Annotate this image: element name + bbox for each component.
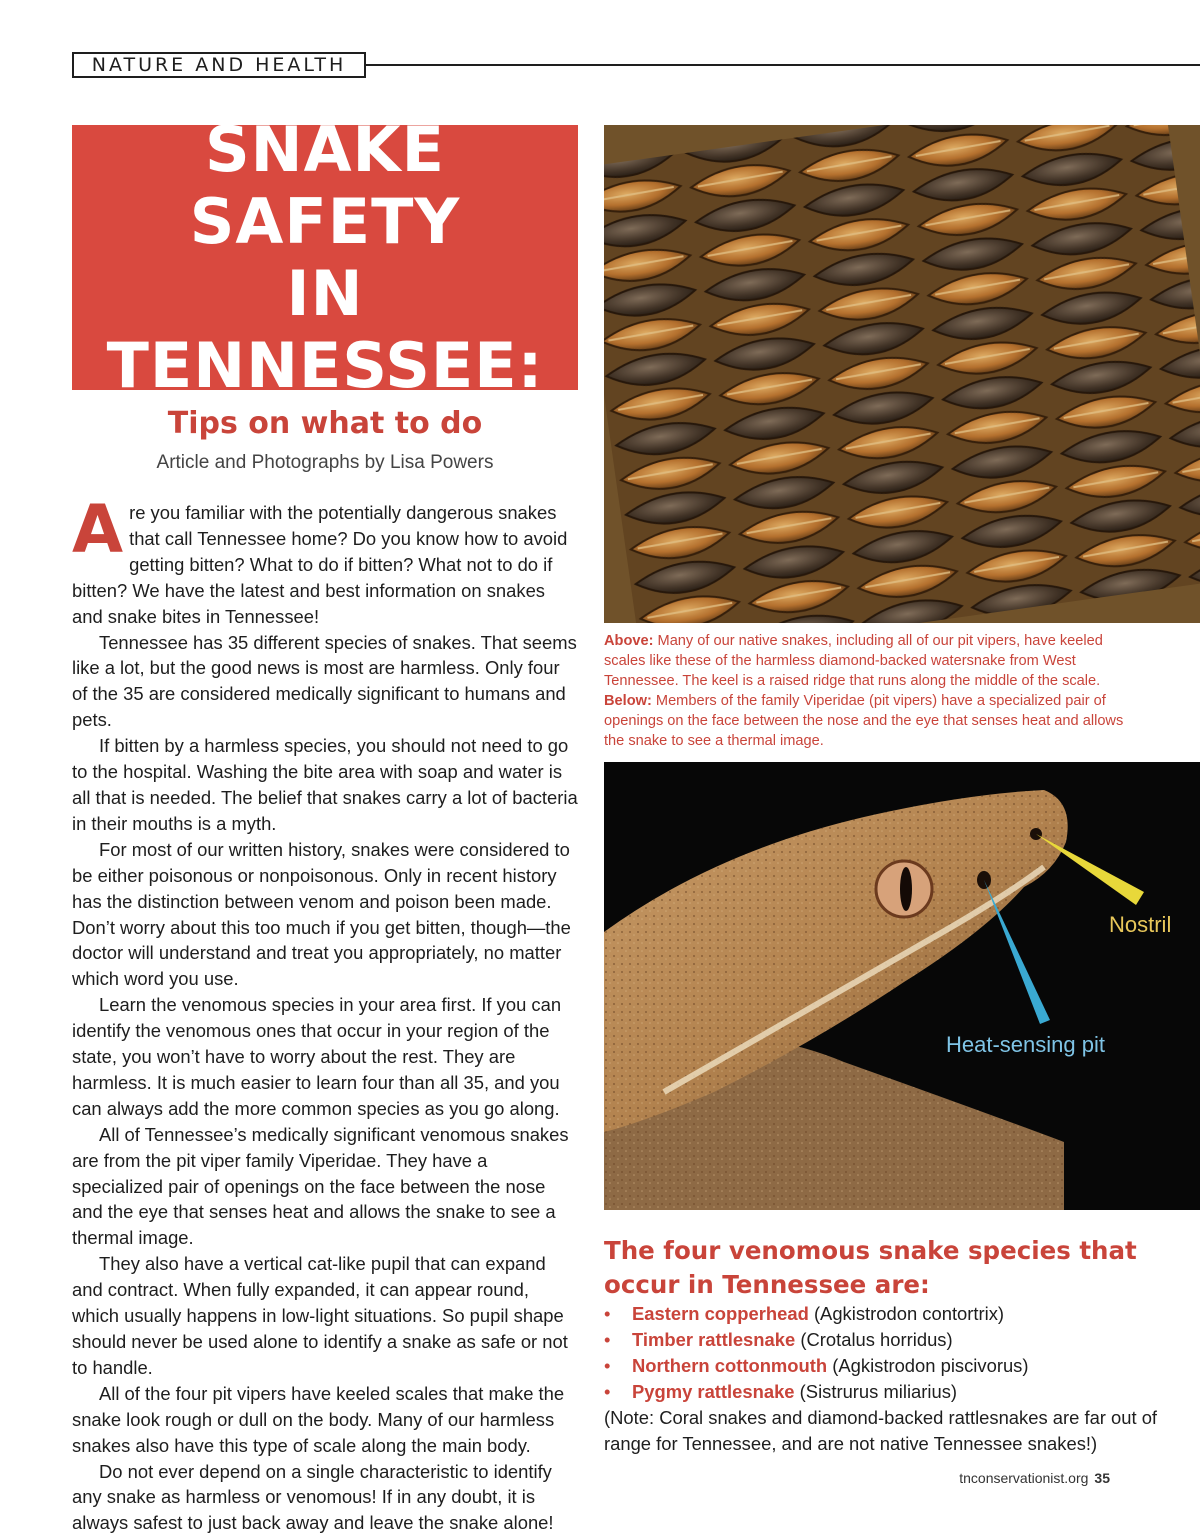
species-item [604,1301,1164,1327]
article-paragraph-3: If bitten by a harmless species, you should not need to go to the hospital. Washing the bite area with soap and water is all that is needed. The belief that snakes carry a lot of bacteria in their mouths is a myth. [72,735,578,834]
photo-caption [604,631,1124,751]
byline: Article and Photographs by Lisa Powers [156,452,494,473]
page-footer [959,1470,1110,1486]
bullet: • [604,1329,611,1350]
title-banner [72,112,578,402]
species-heading: The four venomous snake species that occur in Tennessee are: [604,1236,1137,1299]
section-rule [366,64,1200,66]
page-number: 35 [1094,1470,1110,1486]
article-paragraph-6: All of Tennessee’s medically significant venomous snakes are from the pit viper family Viperidae. They have a specialized pair of openings on the face between the nose and the eye that senses heat and allows the snake to see a thermal image. [72,1123,569,1249]
species-latin-name: (Agkistrodon contortrix) [813,1303,1005,1324]
section-label: NATURE AND HEALTH [72,52,366,78]
caption-above-label: Above: [604,633,654,649]
paragraph-1-text: re you familiar with the potentially dangerous snakes that call Tennessee home? Do you know how to avoid getting bitten? What to do if bitten? What not to do if bitten? We have the latest and best information on snakes and snake bites in Tennessee! [72,502,568,627]
caption-below-text: Members of the family Viperidae (pit vipers) have a specialized pair of openings on the face between the nose and the eye that senses heat and allows the snake to see a thermal image. [604,693,1124,749]
title-line-3: TENNESSEE: [106,328,544,402]
species-latin-name: (Crotalus horridus) [800,1329,953,1350]
species-item [604,1353,1164,1379]
scales-illustration [604,125,1200,623]
species-note: (Note: Coral snakes and diamond-backed rattlesnakes are far out of range for Tennessee, and are not native Tennessee snakes!) [604,1407,1158,1454]
caption-above-text: Many of our native snakes, including all of our pit vipers, have keeled scales like these of the harmless diamond-backed watersnake from West Tennessee. The keel is a raised ridge that runs along the middle of the scale. [604,633,1103,689]
species-common-name: Timber rattlesnake [632,1329,796,1350]
bullet: • [604,1303,611,1324]
photo-keeled-scales [604,125,1200,623]
species-latin-name: (Agkistrodon piscivorus) [832,1355,1029,1376]
article-paragraph-1 [72,491,578,630]
article-paragraph-4: For most of our written history, snakes were considered to be either poisonous or nonpoisonous. Only in recent history has the distinction between venom and poison been made. Don’t worry about this too much if you get bitten, though—the doctor will understand and treat you appropriately, no matter which word you use. [72,838,571,990]
article-body [72,491,578,1536]
species-common-name: Eastern copperhead [632,1303,809,1324]
bullet: • [604,1355,611,1376]
article-paragraph-9: Do not ever depend on a single characteristic to identify any snake as harmless or venomous! If in any doubt, it is always safest to just back away and leave the snake alone! [72,1460,554,1534]
article-paragraph-7: They also have a vertical cat-like pupil that can expand and contract. When fully expanded, it can appear round, which usually happens in low-light situations. So pupil shape should never be used alone to identify a snake as safe or not to handle. [72,1253,568,1378]
caption-below-label: Below: [604,693,652,709]
species-latin-name: (Sistrurus miliarius) [799,1381,958,1402]
species-common-name: Pygmy rattlesnake [632,1381,795,1402]
page-title [72,114,578,402]
article-paragraph-5: Learn the venomous species in your area first. If you can identify the venomous ones that occur in your region of the state, you won’t have to worry about the rest. They are harmless. It is much easier to learn four than all 35, and you can always add the more common species as you go along. [72,994,562,1119]
species-list [604,1301,1164,1405]
subtitle: Tips on what to do [167,406,483,441]
title-line-2: IN [286,256,364,330]
bullet: • [604,1381,611,1402]
title-line-1: SNAKE SAFETY [189,112,461,258]
heat-pit-label: Heat-sensing pit [946,1032,1105,1057]
species-item [604,1379,1164,1405]
drop-cap: A [72,491,124,568]
photo-pit-viper-head [604,762,1200,1210]
nostril-label: Nostril [1109,912,1172,937]
footer-site[interactable]: tnconservationist.org [959,1470,1089,1486]
species-common-name: Northern cottonmouth [632,1355,828,1376]
snake-head-illustration [604,762,1200,1210]
species-item [604,1327,1164,1353]
article-paragraph-8: All of the four pit vipers have keeled scales that make the snake look rough or dull on the body. Many of our harmless snakes also have this type of scale along the main body. [72,1382,565,1456]
article-paragraph-2: Tennessee has 35 different species of snakes. That seems like a lot, but the good news is most are harmless. Only four of the 35 are considered medically significant to humans and pets. [72,631,577,731]
